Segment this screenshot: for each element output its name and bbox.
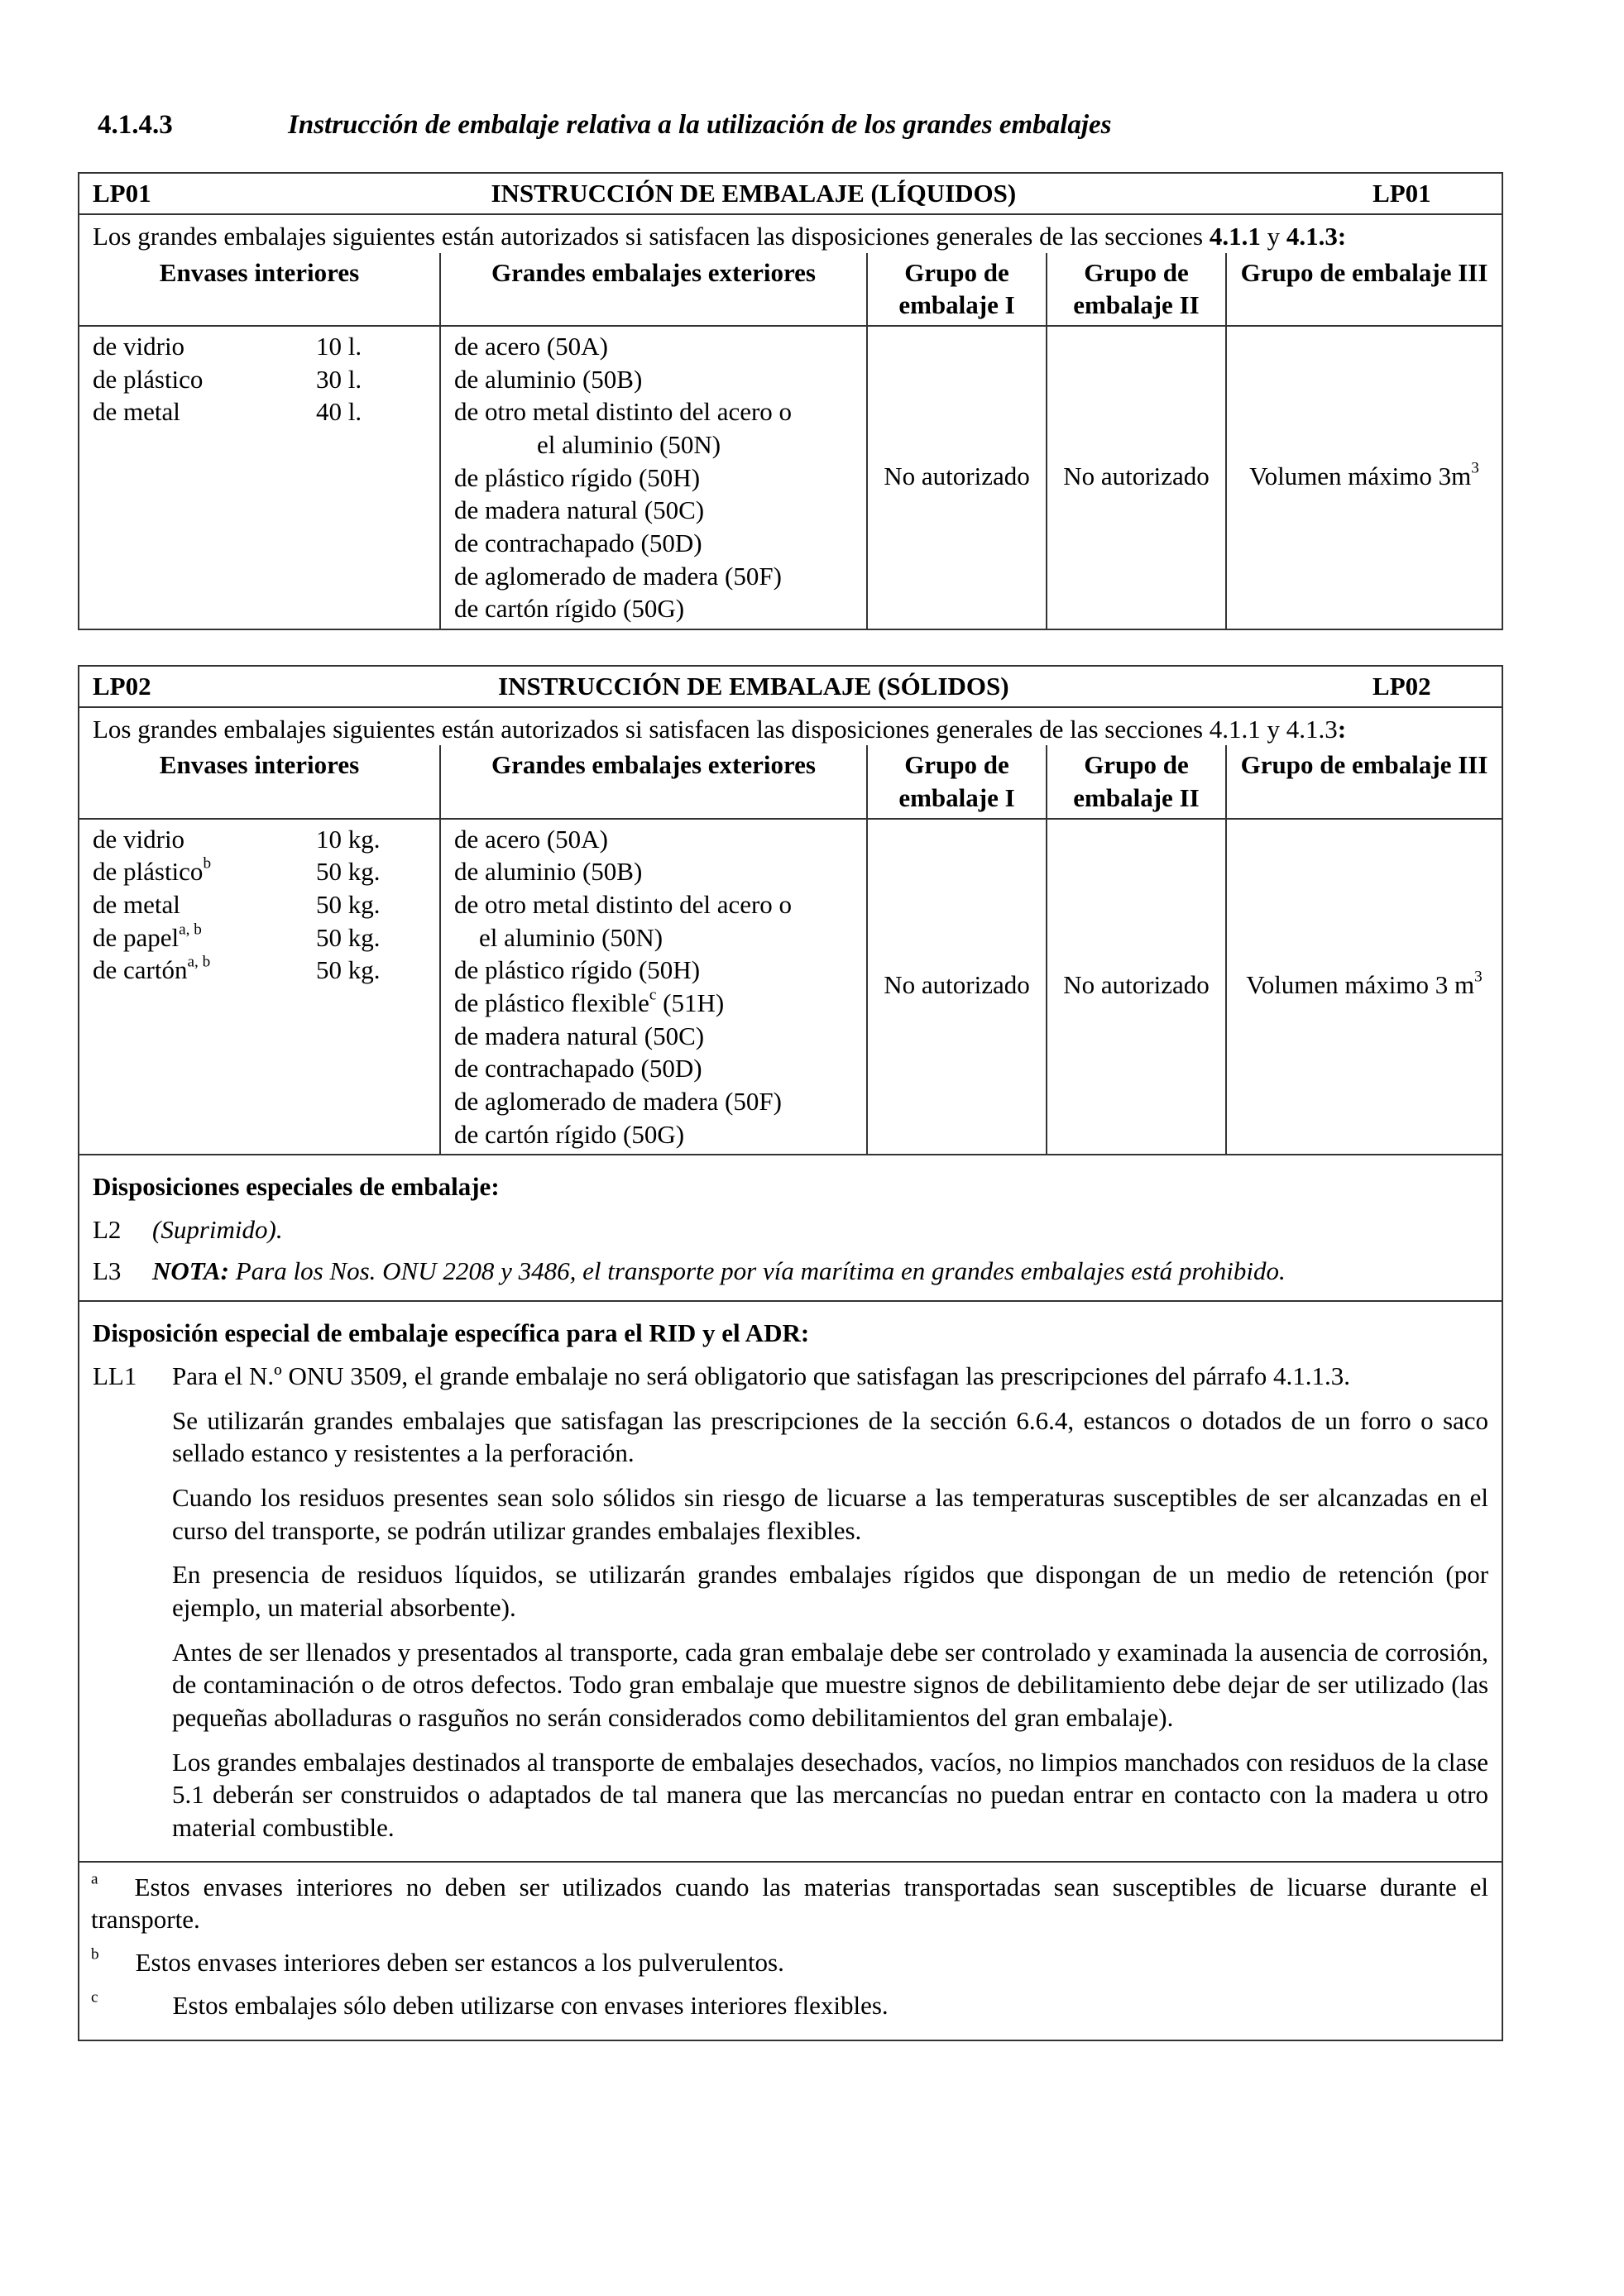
list-item: de plástico$^b$ 50 kg. bbox=[93, 854, 381, 887]
lp02-footnotes-row bbox=[79, 1862, 1502, 2041]
list-item: de cartón$^{a, b}$ 50 kg. bbox=[93, 953, 381, 985]
lp02-rid-adr-row bbox=[79, 1301, 1502, 1861]
list-item: el aluminio (50N) bbox=[479, 922, 663, 952]
list-item: de aluminio (50B) bbox=[454, 364, 643, 394]
lp01-outer-list bbox=[440, 326, 867, 629]
lp01-pg3-value: Volumen máximo $3m^3$ bbox=[1226, 326, 1502, 629]
lp02-col-inner: Envases interiores bbox=[79, 745, 440, 818]
lp02-code-left: LP02 bbox=[93, 671, 151, 701]
lp02-special-row bbox=[79, 1155, 1502, 1301]
lp01-pg2-value: No autorizado bbox=[1047, 326, 1226, 629]
lp01-col-outer: Grandes embalajes exteriores bbox=[440, 253, 867, 326]
list-item: de vidrio 10 l. bbox=[93, 331, 362, 361]
list-item: de aglomerado de madera (50F) bbox=[454, 1087, 782, 1117]
list-item: de metal 50 kg. bbox=[93, 890, 381, 919]
list-item: de metal 40 l. bbox=[93, 397, 362, 427]
lp02-inner-list bbox=[79, 819, 440, 1155]
lp02-pg1-value: No autorizado bbox=[867, 819, 1047, 1155]
list-item: de plástico rígido (50H) bbox=[454, 462, 701, 492]
lp02-title: INSTRUCCIÓN DE EMBALAJE (SÓLIDOS) bbox=[498, 671, 1009, 701]
section-heading bbox=[98, 108, 1501, 142]
ll1-paragraph: Antes de ser llenados y presentados al transporte, cada gran embalaje debe ser controlado y examinada la ausencia de corrosión, de contaminación o de otros defectos. Todo gran embalaje que muestre signos de debilitamiento debe dejar de ser utilizado (las pequeñas abolladuras o rasguños no serán considerados como debilitamientos del gran embalaje). bbox=[172, 1637, 1489, 1733]
special-provision-l2: L2 (Suprimido). bbox=[93, 1215, 283, 1245]
ll1-paragraph: Los grandes embalajes destinados al transporte de embalajes desechados, vacíos, no limpios manchados con residuos de la clase 5.1 deberán ser construidos o adaptados de tal manera que las mercancías no puedan entrar en contacto con la madera u otro material combustible. bbox=[172, 1747, 1489, 1843]
lp01-title-row bbox=[79, 173, 1502, 214]
section-title: Instrucción de embalaje relativa a la utilización de los grandes embalajes bbox=[288, 110, 1112, 140]
list-item: de vidrio 10 kg. bbox=[93, 824, 381, 854]
rid-adr-title: Disposición especial de embalaje específica para el RID y el ADR: bbox=[93, 1318, 810, 1348]
list-item: de plástico 30 l. bbox=[93, 364, 362, 394]
list-item: de madera natural (50C) bbox=[454, 495, 705, 525]
list-item: de plástico flexible$^c$ (51H) bbox=[454, 986, 725, 1018]
lp01-col-pg1: Grupo de embalaje I bbox=[867, 253, 1047, 326]
section-number: 4.1.4.3 bbox=[98, 110, 173, 140]
lp01-title: INSTRUCCIÓN DE EMBALAJE (LÍQUIDOS) bbox=[491, 179, 1017, 208]
lp01-header-row bbox=[79, 253, 1502, 326]
list-item: el aluminio (50N) bbox=[537, 429, 721, 459]
special-provision-l3: L3 NOTA: Para los Nos. ONU 2208 y 3486, el transporte por vía marítima en grandes embalajes está prohibido. bbox=[93, 1256, 1286, 1285]
footnote-a: $^a$ Estos envases interiores no deben ser utilizados cuando las materias transportadas sean susceptibles de licuarse durante el transporte. bbox=[91, 1870, 1489, 1935]
special-provisions-title: Disposiciones especiales de embalaje: bbox=[93, 1172, 500, 1202]
list-item: de cartón rígido (50G) bbox=[454, 594, 685, 624]
lp01-table bbox=[78, 172, 1503, 630]
list-item: de cartón rígido (50G) bbox=[454, 1119, 685, 1149]
lp02-outer-list bbox=[440, 819, 867, 1155]
lp01-col-pg3: Grupo de embalaje III bbox=[1226, 253, 1502, 326]
lp02-header-row bbox=[79, 745, 1502, 818]
lp02-col-pg2: Grupo de embalaje II bbox=[1047, 745, 1226, 818]
lp01-inner-list bbox=[79, 326, 440, 629]
list-item: de acero (50A) bbox=[454, 824, 608, 854]
lp01-col-pg2: Grupo de embalaje II bbox=[1047, 253, 1226, 326]
ll1-paragraph: Se utilizarán grandes embalajes que satisfagan las prescripciones de la sección 6.6.4, estancos o dotados de un forro o saco sellado estanco y resistentes a la perforación. bbox=[172, 1405, 1489, 1468]
ll1-paragraph: Para el N.º ONU 3509, el grande embalaje no será obligatorio que satisfagan las prescripciones del párrafo 4.1.1.3. bbox=[172, 1361, 1350, 1391]
list-item: de acero (50A) bbox=[454, 331, 608, 361]
list-item: de otro metal distinto del acero o bbox=[454, 890, 793, 919]
lp02-title-row bbox=[79, 666, 1502, 707]
list-item: de aluminio (50B) bbox=[454, 857, 643, 887]
lp02-col-pg3: Grupo de embalaje III bbox=[1226, 745, 1502, 818]
list-item: de otro metal distinto del acero o bbox=[454, 397, 793, 427]
list-item: de madera natural (50C) bbox=[454, 1021, 705, 1050]
lp01-intro: Los grandes embalajes siguientes están autorizados si satisfacen las disposiciones generales de las secciones 4.1.1 y 4.1.3: bbox=[79, 214, 1502, 253]
lp02-table bbox=[78, 665, 1503, 2042]
lp02-intro: Los grandes embalajes siguientes están autorizados si satisfacen las disposiciones generales de las secciones 4.1.1 y 4.1.3: bbox=[79, 707, 1502, 746]
lp02-pg2-value: No autorizado bbox=[1047, 819, 1226, 1155]
list-item: de contrachapado (50D) bbox=[454, 528, 702, 557]
lp01-code-right: LP01 bbox=[1372, 179, 1431, 208]
document-page bbox=[78, 108, 1501, 2076]
lp02-col-outer: Grandes embalajes exteriores bbox=[440, 745, 867, 818]
ll1-paragraph: Cuando los residuos presentes sean solo sólidos sin riesgo de licuarse a las temperaturas susceptibles de ser alcanzadas en el curso del transporte, se podrán utilizar grandes embalajes flexibles. bbox=[172, 1483, 1489, 1545]
lp02-col-pg1: Grupo de embalaje I bbox=[867, 745, 1047, 818]
ll1-paragraph: En presencia de residuos líquidos, se utilizarán grandes embalajes rígidos que dispongan de un medio de retención (por ejemplo, un material absorbente). bbox=[172, 1560, 1489, 1623]
lp02-pg3-value: Volumen máximo 3 $m^3$ bbox=[1226, 819, 1502, 1155]
lp01-pg1-value: No autorizado bbox=[867, 326, 1047, 629]
lp02-code-right: LP02 bbox=[1372, 671, 1431, 701]
footnote-c: $^c$ Estos embalajes sólo deben utilizarse con envases interiores flexibles. bbox=[91, 1988, 889, 2020]
lp01-col-inner: Envases interiores bbox=[79, 253, 440, 326]
list-item: de aglomerado de madera (50F) bbox=[454, 561, 782, 591]
footnote-b: $^b$ Estos envases interiores deben ser estancos a los pulverulentos. bbox=[91, 1945, 784, 1978]
list-item: de papel$^{a, b}$ 50 kg. bbox=[93, 921, 381, 952]
lp01-body-row bbox=[79, 326, 1502, 629]
list-item: de plástico rígido (50H) bbox=[454, 955, 701, 985]
lp02-body-row bbox=[79, 819, 1502, 1155]
provision-ll1: LL1 Para el N.º ONU 3509, el grande embalaje no será obligatorio que satisfagan las prescripciones del párrafo 4.1.1.3. Se utilizarán grandes embalajes que satisfagan las prescripciones de la sección 6.6.4, estancos o dotados de un forro o saco sellado estanco y resistentes a la perforación. Cuando los residuos presentes sean solo sólidos sin riesgo de licuarse a las temperaturas susceptibles de ser alcanzadas en el curso del transporte, se podrán utilizar grandes embalajes flexibles. En presencia de residuos líquidos, se utilizarán grandes embalajes rígidos que dispongan de un medio de retención (por ejemplo, un material absorbente). Antes de ser llenados y presentados al transporte, cada gran embalaje debe ser controlado y examinada la ausencia de corrosión, de contaminación o de otros defectos. Todo gran embalaje que muestre signos de debilitamiento debe dejar de ser utilizado (las pequeñas abolladuras o rasguños no serán considerados como debilitamientos del gran embalaje). Los grandes embalajes destinados al transporte de embalajes desechados, vacíos, no limpios manchados con residuos de la clase 5.1 deberán ser construidos o adaptados de tal manera que las mercancías no puedan entrar en contacto con la madera u otro material combustible. bbox=[93, 1360, 1488, 1856]
list-item: de contrachapado (50D) bbox=[454, 1054, 702, 1083]
lp01-code-left: LP01 bbox=[93, 179, 151, 208]
